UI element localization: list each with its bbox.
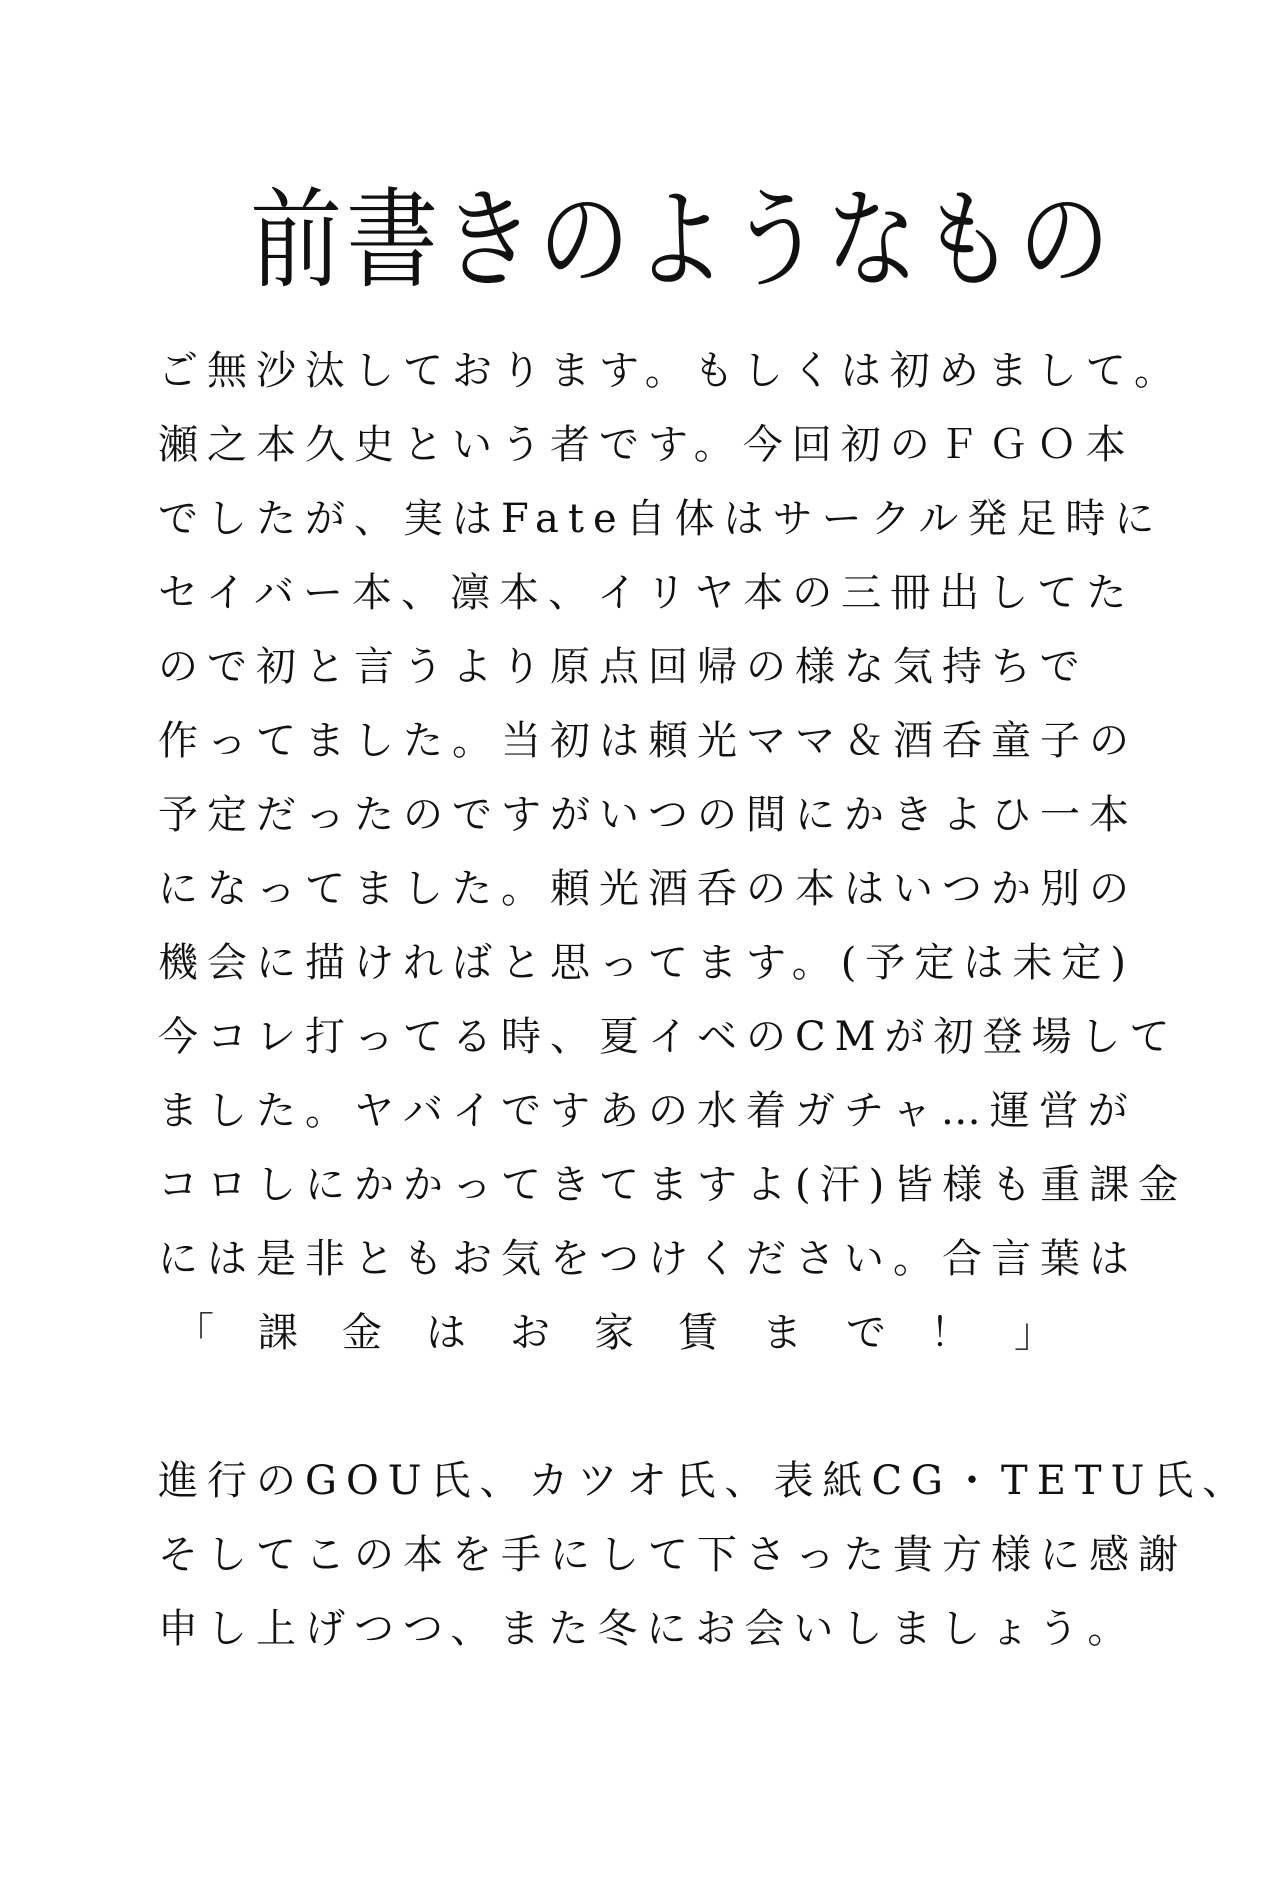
text-line: ました。ヤバイですあの水着ガチャ…運営が [158, 1088, 1137, 1134]
text-line: 瀬之本久史という者です。今回初のＦＧＯ本 [158, 422, 1135, 468]
text-line: には是非ともお気をつけください。合言葉は [158, 1236, 1138, 1282]
text-line: 申し上げつつ、また冬にお会いしましょう。 [158, 1606, 1137, 1652]
text-line: になってました。頼光酒呑の本はいつか別の [158, 866, 1138, 912]
text-line: 機会に描ければと思ってます。(予定は未定) [158, 940, 1136, 986]
motto-line: 「課金はお家賃まで！」 [174, 1310, 1098, 1356]
text-line: 作ってました。当初は頼光ママ＆酒呑童子の [158, 718, 1138, 764]
text-line: コロしにかかってきてますよ(汗)皆様も重課金 [158, 1162, 1188, 1208]
text-line: ご無沙汰しております。もしくは初めまして。 [158, 348, 1183, 394]
body-text [158, 334, 1252, 1666]
text-line: 進行のGOU氏、カツオ氏、表紙CG・TETU氏、 [158, 1458, 1252, 1504]
text-line: 予定だったのですがいつの間にかきよひ一本 [158, 792, 1138, 838]
text-line: でしたが、実はFate自体はサークル発足時に [158, 496, 1164, 542]
text-line: 今コレ打ってる時、夏イベのCMが初登場して [158, 1014, 1179, 1060]
text-line: ので初と言うより原点回帰の様な気持ちで [158, 644, 1089, 690]
page-title: 前書きのようなもの [250, 177, 1115, 304]
text-line: そしてこの本を手にして下さった貴方様に感謝 [158, 1532, 1187, 1578]
text-line: セイバー本、凛本、イリヤ本の三冊出してた [158, 570, 1136, 616]
paragraph-gap [158, 1370, 1118, 1444]
